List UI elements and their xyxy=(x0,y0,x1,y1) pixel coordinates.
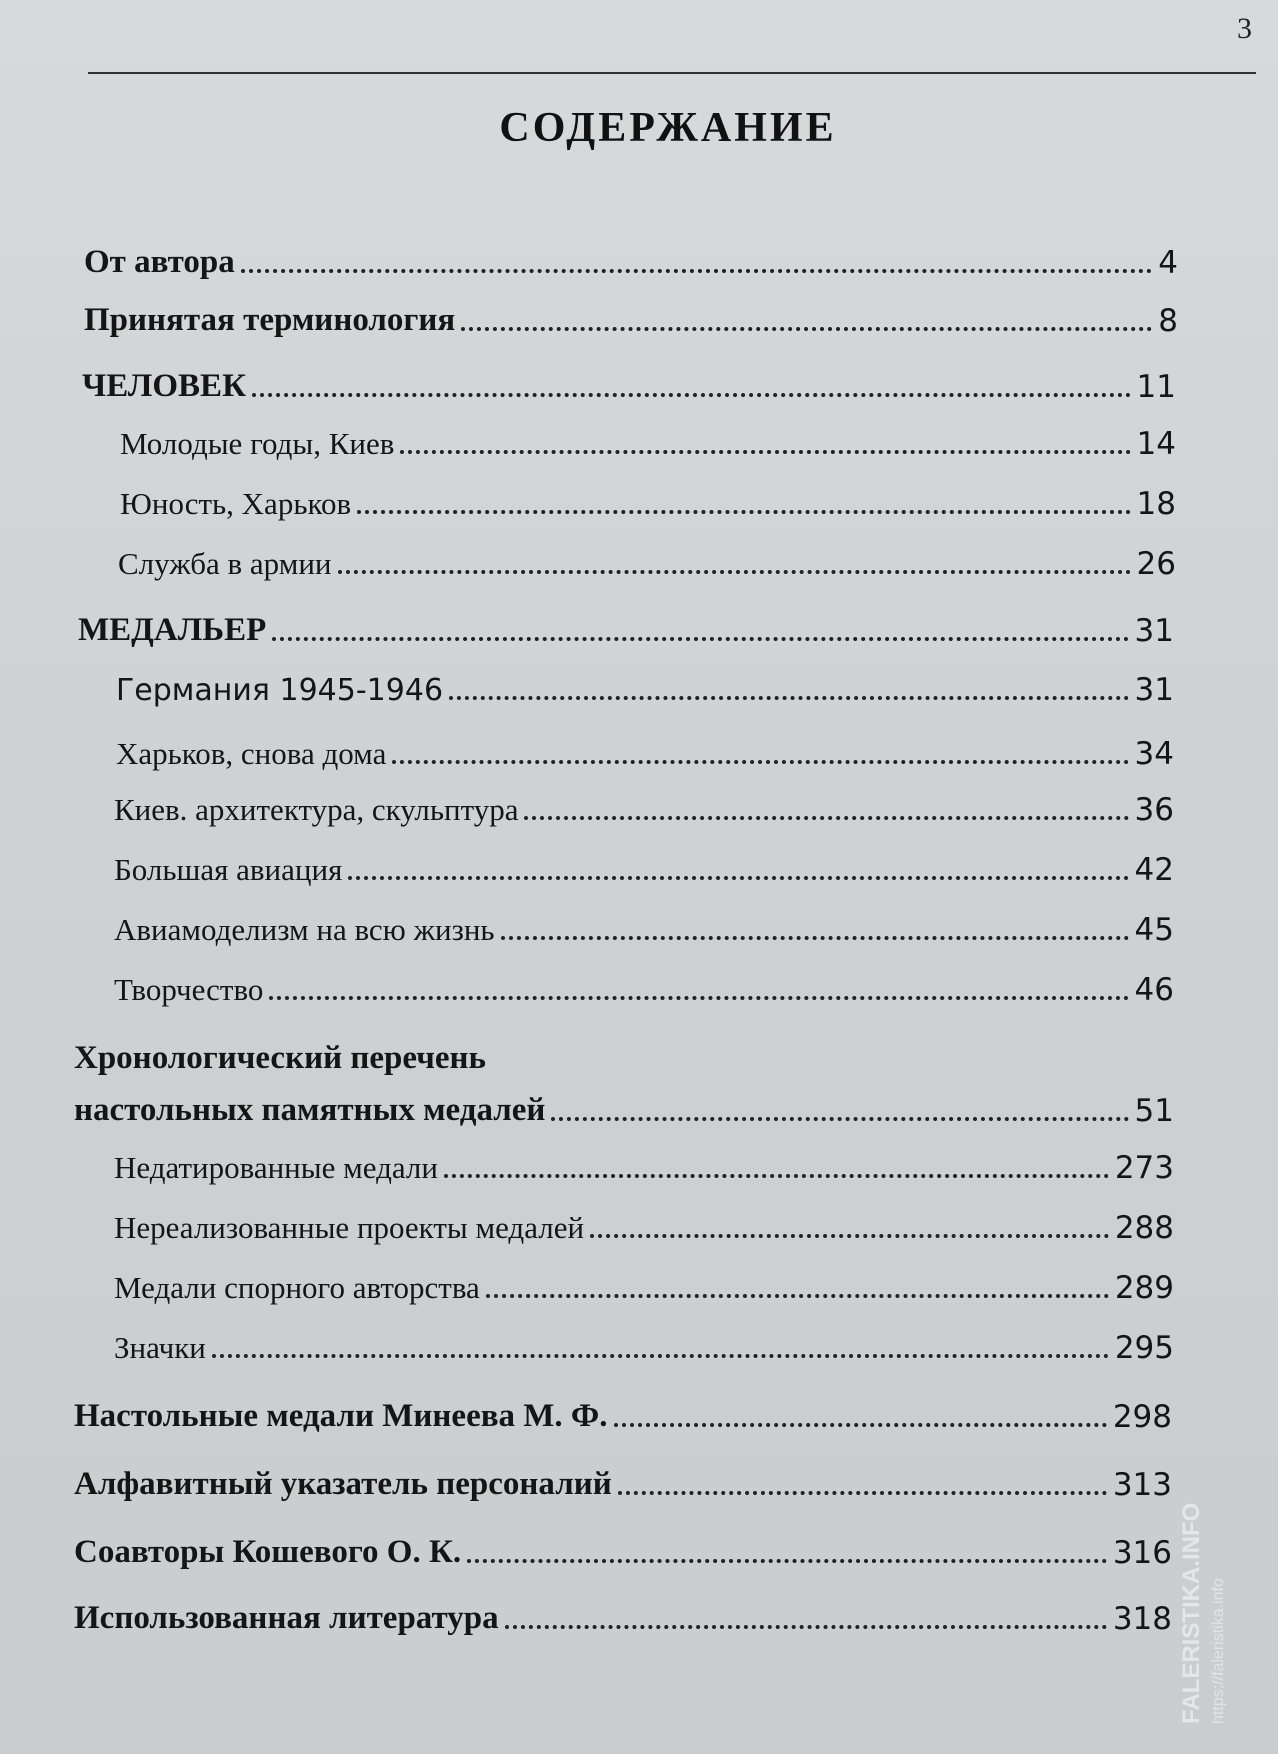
toc-entry-page: 36 xyxy=(1134,792,1174,828)
toc-entry-page: 8 xyxy=(1158,303,1178,339)
toc-entry-page: 26 xyxy=(1136,546,1176,582)
toc-entry-page: 45 xyxy=(1134,912,1174,948)
toc-entry-page: 51 xyxy=(1134,1093,1174,1129)
toc-entry xyxy=(116,672,1174,708)
toc-entry-label: Германия 1945-1946 xyxy=(116,673,444,708)
leader-dots xyxy=(212,1353,1109,1358)
toc-entry xyxy=(74,1534,1172,1571)
toc-entry-page: 34 xyxy=(1134,736,1174,772)
toc-entry xyxy=(114,912,1174,948)
toc-entry-label: МЕДАЛЬЕР xyxy=(78,612,267,648)
toc-entry xyxy=(74,1398,1172,1435)
toc-entry-label: ЧЕЛОВЕК xyxy=(82,368,247,404)
toc-entry-page: 11 xyxy=(1136,369,1176,405)
toc-entry-page: 316 xyxy=(1112,1535,1172,1571)
toc-entry xyxy=(120,426,1176,462)
toc-entry-page: 18 xyxy=(1136,486,1176,522)
watermark xyxy=(1178,1494,1248,1724)
leader-dots xyxy=(590,1233,1109,1238)
leader-dots xyxy=(241,268,1153,273)
toc-entry-label: Принятая терминология xyxy=(84,302,456,338)
toc-entry xyxy=(114,972,1174,1008)
toc-entry-page: 31 xyxy=(1134,613,1174,649)
header-rule xyxy=(88,72,1256,74)
toc-entry-page: 273 xyxy=(1114,1150,1174,1186)
toc-entry-label: Авиамоделизм на всю жизнь xyxy=(114,912,495,947)
toc-entry-label: Соавторы Кошевого О. К. xyxy=(74,1534,462,1570)
toc-entry xyxy=(116,736,1174,772)
toc-entry xyxy=(82,368,1176,405)
toc-entry-page: 4 xyxy=(1158,245,1178,281)
toc-entry-label: Значки xyxy=(114,1330,206,1365)
toc-entry-page: 295 xyxy=(1114,1330,1174,1366)
leader-dots xyxy=(618,1490,1107,1495)
leader-dots xyxy=(551,1116,1128,1121)
toc-entry xyxy=(74,1600,1172,1637)
leader-dots xyxy=(392,759,1128,764)
leader-dots xyxy=(348,875,1128,880)
toc-entry xyxy=(120,486,1176,522)
toc-entry-label: Недатированные медали xyxy=(114,1150,438,1185)
toc-entry xyxy=(114,792,1174,828)
toc-entry-page: 46 xyxy=(1134,972,1174,1008)
leader-dots xyxy=(486,1293,1109,1298)
toc-entry xyxy=(114,1210,1174,1246)
leader-dots xyxy=(614,1422,1107,1427)
leader-dots xyxy=(501,935,1129,940)
toc-entry xyxy=(84,302,1178,339)
toc-entry-page: 318 xyxy=(1112,1601,1172,1637)
watermark-main: FALERISTIKA.INFO xyxy=(1178,1502,1205,1724)
leader-dots xyxy=(449,695,1129,700)
toc-entry xyxy=(74,1466,1172,1503)
toc-entry-label: Харьков, снова дома xyxy=(116,736,387,771)
toc-entry xyxy=(114,1270,1174,1306)
toc-entry-page: 313 xyxy=(1112,1467,1172,1503)
toc-entry xyxy=(74,1092,1174,1129)
leader-dots xyxy=(505,1624,1107,1629)
toc-entry-label: Творчество xyxy=(114,972,264,1007)
toc-entry-page: 298 xyxy=(1112,1399,1172,1435)
leader-dots xyxy=(272,636,1128,641)
page-number: 3 xyxy=(1237,12,1252,45)
toc-entry xyxy=(114,1330,1174,1366)
toc-entry-page: 289 xyxy=(1114,1270,1174,1306)
toc-entry-label: настольных памятных медалей xyxy=(74,1092,546,1128)
toc-entry xyxy=(114,1150,1174,1186)
toc-entry-label: Медали спорного авторства xyxy=(114,1270,480,1305)
leader-dots xyxy=(461,326,1152,331)
toc-entry-page: 288 xyxy=(1114,1210,1174,1246)
toc-entry xyxy=(114,852,1174,888)
toc-entry-label: Юность, Харьков xyxy=(120,486,352,521)
leader-dots xyxy=(357,509,1130,514)
leader-dots xyxy=(338,569,1131,574)
toc-entry-label: Настольные медали Минеева М. Ф. xyxy=(74,1398,608,1434)
leader-dots xyxy=(269,995,1128,1000)
leader-dots xyxy=(467,1558,1107,1563)
toc-entry-label: Большая авиация xyxy=(114,852,343,887)
leader-dots xyxy=(524,815,1128,820)
toc-entry-label: Молодые годы, Киев xyxy=(120,426,395,461)
toc-entry xyxy=(78,612,1174,649)
toc-entry-chronology-line1: Хронологический перечень xyxy=(74,1040,486,1076)
toc-entry xyxy=(84,244,1178,281)
leader-dots xyxy=(400,449,1130,454)
toc-entry xyxy=(118,546,1176,582)
toc-entry-label: Служба в армии xyxy=(118,546,332,581)
toc-entry-label: От автора xyxy=(84,244,235,280)
toc-entry-page: 14 xyxy=(1136,426,1176,462)
toc-entry-label: Киев. архитектура, скульптура xyxy=(114,792,519,827)
toc-entry-page: 42 xyxy=(1134,852,1174,888)
leader-dots xyxy=(252,392,1131,397)
toc-entry-label: Алфавитный указатель персоналий xyxy=(74,1466,612,1502)
toc-entry-page: 31 xyxy=(1134,672,1174,708)
leader-dots xyxy=(444,1173,1109,1178)
toc-entry-label: Нереализованные проекты медалей xyxy=(114,1210,585,1245)
watermark-url: https://faleristika.info xyxy=(1210,1578,1227,1724)
page-title: СОДЕРЖАНИЕ xyxy=(499,105,837,151)
toc-entry-label: Использованная литература xyxy=(74,1600,499,1636)
